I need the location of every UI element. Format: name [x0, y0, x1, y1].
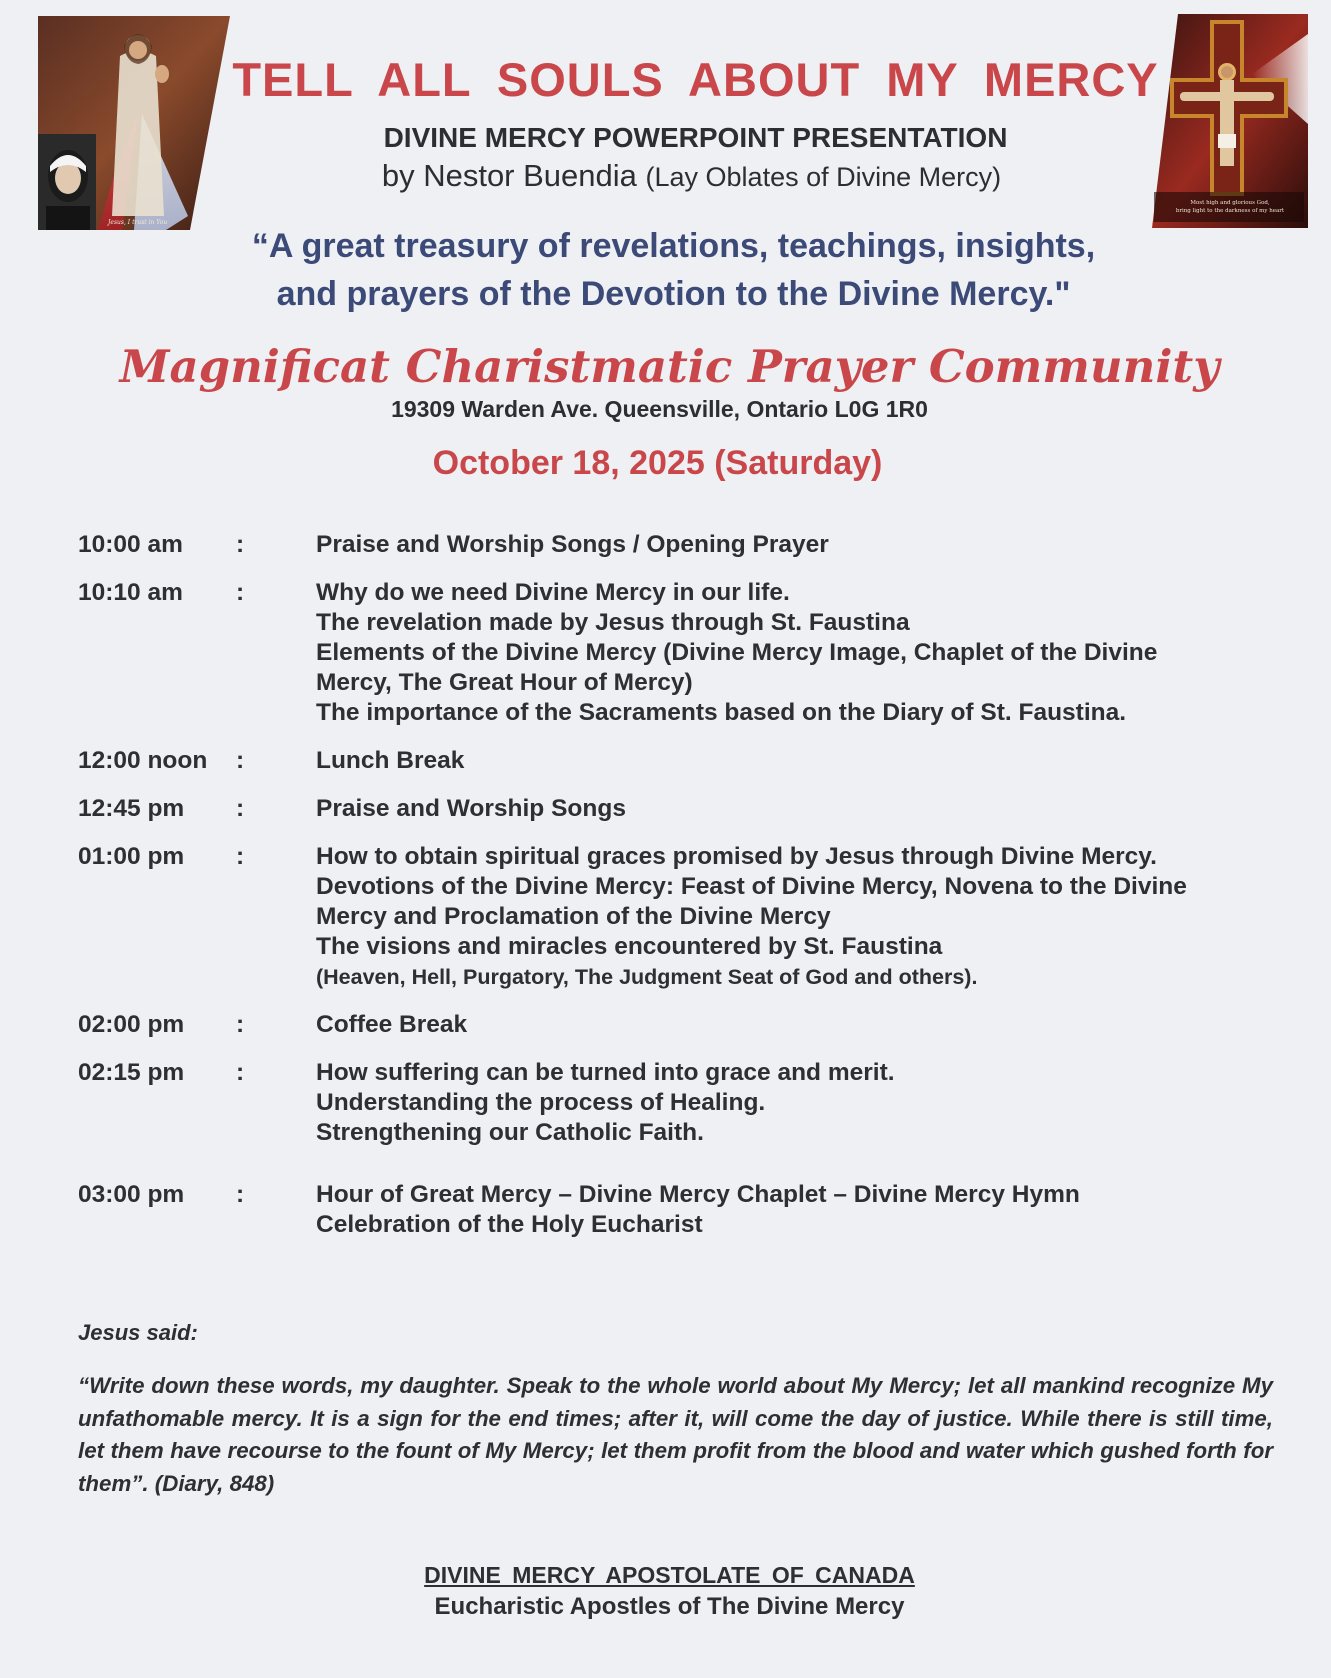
- schedule-separator: :: [236, 531, 245, 558]
- schedule-time: 12:45 pm: [78, 795, 185, 822]
- schedule-time: 02:15 pm: [78, 1059, 185, 1086]
- crucifix-image: [1152, 14, 1308, 228]
- schedule-line: Mercy and Proclamation of the Divine Mercy: [316, 903, 831, 930]
- venue-name: Magnificat Charistmatic Prayer Community: [119, 340, 1220, 393]
- event-date: October 18, 2025 (Saturday): [432, 444, 883, 482]
- main-title: TELL ALL SOULS ABOUT MY MERCY: [232, 53, 1159, 106]
- schedule-time: 12:00 noon: [78, 747, 208, 774]
- schedule-row: [78, 530, 1278, 560]
- svg-text:bring light to the darkness of: bring light to the darkness of my heart: [1175, 208, 1285, 214]
- schedule-row: [78, 1010, 1278, 1040]
- schedule-description: [316, 1058, 1276, 1148]
- schedule-description: [316, 746, 1276, 776]
- schedule-row: [78, 746, 1278, 776]
- presentation-subtitle: DIVINE MERCY POWERPOINT PRESENTATION: [383, 122, 1008, 153]
- diary-quote: “Write down these words, my daughter. Speak to the whole world about My Mercy; let all mankind recognize My unfathomable mercy. It is a sign for the end times; after it, will come the day of justice. While there is still time, let them have recourse to the fount of My Mercy; let them profit from the blood and water which gushed forth for them”. (Diary, 848): [78, 1373, 1273, 1496]
- svg-text:Most high and glorious God,: Most high and glorious God,: [1190, 200, 1270, 206]
- schedule-line: The revelation made by Jesus through St. Faustina: [316, 609, 910, 636]
- schedule-description: [316, 842, 1276, 992]
- schedule-line: Devotions of the Divine Mercy: Feast of Divine Mercy, Novena to the Divine: [316, 873, 1187, 900]
- schedule-time: 03:00 pm: [78, 1181, 185, 1208]
- header-quote: [8, 222, 1331, 318]
- schedule-note: (Heaven, Hell, Purgatory, The Judgment Seat of God and others).: [316, 965, 978, 989]
- schedule-line: Mercy, The Great Hour of Mercy): [316, 669, 693, 696]
- schedule-description: [316, 530, 1276, 560]
- schedule-description: [316, 1010, 1276, 1040]
- schedule-separator: :: [236, 1011, 245, 1038]
- schedule-line: How suffering can be turned into grace and merit.: [316, 1059, 895, 1086]
- apostolate-name: DIVINE MERCY APOSTOLATE OF CANADA: [424, 1562, 915, 1588]
- schedule-line: Why do we need Divine Mercy in our life.: [316, 579, 790, 606]
- schedule-line: Hour of Great Mercy – Divine Mercy Chaplet – Divine Mercy Hymn: [316, 1181, 1080, 1208]
- schedule-time: 10:00 am: [78, 531, 183, 558]
- presenter-name: by Nestor Buendia: [381, 158, 637, 193]
- schedule-description: [316, 1180, 1276, 1240]
- presenter-byline: [26, 158, 1331, 194]
- schedule-row: [78, 842, 1278, 992]
- schedule-separator: :: [236, 747, 245, 774]
- venue-address: 19309 Warden Ave. Queensville, Ontario L0G 1R0: [391, 396, 928, 422]
- schedule-line: The visions and miracles encountered by St. Faustina: [316, 933, 943, 960]
- schedule-row: [78, 794, 1278, 824]
- schedule-line: How to obtain spiritual graces promised by Jesus through Divine Mercy.: [316, 843, 1157, 870]
- schedule-separator: :: [236, 795, 245, 822]
- schedule-time: 10:10 am: [78, 579, 183, 606]
- presenter-org: (Lay Oblates of Divine Mercy): [645, 162, 1002, 192]
- schedule-description: [316, 578, 1276, 728]
- schedule-time: 01:00 pm: [78, 843, 185, 870]
- schedule-separator: :: [236, 579, 245, 606]
- schedule-line: Praise and Worship Songs / Opening Prayer: [316, 531, 829, 558]
- schedule-row: [78, 578, 1278, 728]
- schedule-line: Lunch Break: [316, 747, 465, 774]
- schedule-row: [78, 1180, 1278, 1240]
- svg-text:Jesus, I trust in You: Jesus, I trust in You: [108, 219, 168, 226]
- schedule-separator: :: [236, 1181, 245, 1208]
- quote-line: and prayers of the Devotion to the Divine Mercy.": [276, 275, 1071, 313]
- schedule-line: The importance of the Sacraments based on the Diary of St. Faustina.: [316, 699, 1127, 726]
- schedule-description: [316, 794, 1276, 824]
- schedule-line: Understanding the process of Healing.: [316, 1089, 766, 1116]
- schedule-time: 02:00 pm: [78, 1011, 185, 1038]
- schedule-separator: :: [236, 1059, 245, 1086]
- schedule-line: Celebration of the Holy Eucharist: [316, 1211, 703, 1238]
- apostolate-subtitle: Eucharistic Apostles of The Divine Mercy: [434, 1593, 905, 1620]
- schedule-line: Strengthening our Catholic Faith.: [316, 1119, 704, 1146]
- schedule-line: Praise and Worship Songs: [316, 795, 626, 822]
- schedule-line: Elements of the Divine Mercy (Divine Mercy Image, Chaplet of the Divine: [316, 639, 1158, 666]
- quote-line: “A great treasury of revelations, teachings, insights,: [251, 227, 1096, 265]
- jesus-said-label: Jesus said:: [78, 1320, 198, 1345]
- schedule-separator: :: [236, 843, 245, 870]
- schedule-row: [78, 1058, 1278, 1148]
- schedule-line: Coffee Break: [316, 1011, 468, 1038]
- schedule: [78, 530, 1278, 1240]
